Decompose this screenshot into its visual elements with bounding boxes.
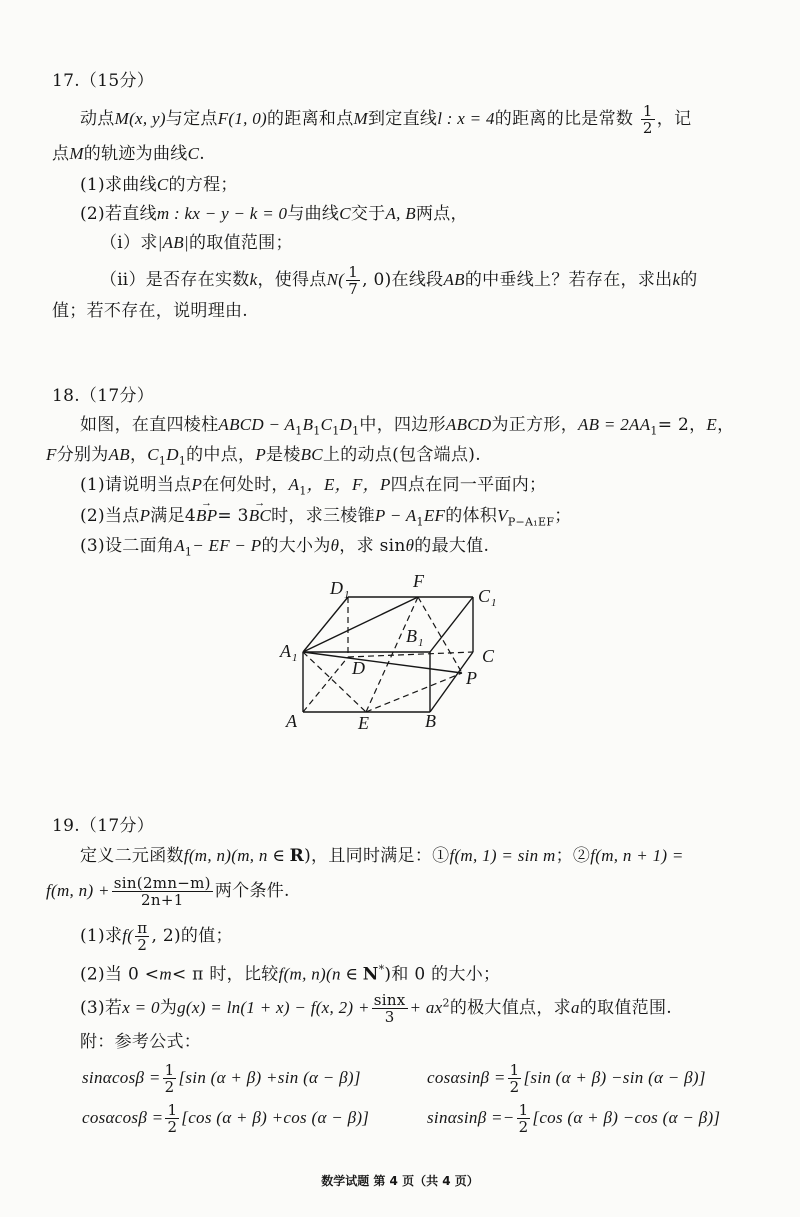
page-footer: 数学试题 第 4 页（共 4 页） [321,1174,479,1188]
question-19-line-2: f(m, n) + $\frac{\sin(2mn-m)}{2n+1}$ 两个条件. [46,874,290,909]
line-e-p-hidden [366,673,462,712]
label-f: F [413,571,424,591]
question-18-part-3: (3)设二面角$A_1-$ EF − P的大小为θ，求 sinθ的最大值. [80,536,490,559]
question-17-line-2: 点M的轨迹为曲线C. [52,144,205,164]
label-a1: A [280,641,291,661]
label-b1-sub: 1 [418,637,424,649]
formula-sin-sin: sinαsinβ =− $\frac{1}{2}$ [cos (α + β) −cos (α − β)] [427,1101,721,1136]
line-a1-f [303,597,418,652]
fraction-one-seventh: $\frac{1}{7}$ [348,263,359,298]
line-f-p-hidden [418,597,462,673]
question-17-part-1: (1)求曲线C的方程； [80,175,238,195]
label-b1: B [406,626,417,646]
question-18-part-2: (2)当点P满足4→ BP= 3→ BC时，求三棱锥$P - A_1EF$的体积$V_{P-A_1EF}$； [80,505,572,533]
formula-cos-cos: cosαcosβ = $\frac{1}{2}$ [cos (α + β) +cos (α − β)] [82,1101,370,1136]
fraction-pi-half: $\frac{\pi}{2}$ [137,919,148,954]
label-p: P [466,668,477,688]
question-19-line-1: 定义二元函数f(m, n)(m, n ∈ R)，且同时满足：①f(m, 1) = sin m；②f(m, n + 1) = [80,846,684,866]
question-18-part-1: (1)请说明当点P在何处时，$A_1$，E，F，P四点在同一平面内； [80,475,547,498]
label-e: E [358,713,369,733]
fraction-half-2: $\frac{1}{2}$ [509,1061,520,1096]
fraction-one-half: $\frac{1}{2}$ [642,102,653,137]
fraction-half-3: $\frac{1}{2}$ [167,1101,178,1136]
question-17-heading: 17.（15分） [52,71,155,91]
fraction-half-1: $\frac{1}{2}$ [164,1061,175,1096]
label-d1-sub: 1 [344,589,350,601]
edge-c1-b1 [430,597,473,652]
label-d1: D [330,578,343,598]
label-b: B [425,711,436,731]
edge-a1-d1 [303,597,348,652]
reference-heading: 附：参考公式： [80,1032,202,1052]
question-17-part-2-i: （ⅰ）求|AB|的取值范围； [100,233,293,253]
label-c: C [482,646,495,666]
label-c1-sub: 1 [491,597,497,609]
question-17-part-2-ii: （ⅱ）是否存在实数k，使得点N( $\frac{1}{7}$ , 0)在线段AB的中垂线上？若存在，求出k的 [100,263,698,298]
formula-cos-sin: cosαsinβ = $\frac{1}{2}$ [sin (α + β) −sin (α − β)] [427,1061,706,1096]
edge-a-d-hidden [303,657,348,712]
question-18-heading: 18.（17分） [52,386,155,406]
label-a1-sub: 1 [292,652,298,664]
fraction-half-4: $\frac{1}{2}$ [518,1101,529,1136]
question-17-part-2-ii-cont: 值；若不存在，说明理由. [52,301,249,321]
question-19-heading: 19.（17分） [52,816,155,836]
edge-d-c-hidden [348,652,473,657]
fraction-sin-term: $\frac{\sin(2mn-m)}{2n+1}$ [113,874,211,909]
question-17-line-1: 动点M(x, y)与定点F(1, 0)的距离和点M到定直线l : x = 4的距离的比是常数 $\frac{1}{2}$ ，记 [80,102,692,137]
label-d: D [352,658,365,678]
label-c1: C [478,586,491,606]
prism-figure [270,560,530,745]
question-18-line-1: 如图，在直四棱柱ABCD − $A_1B_1C_1D_1$中，四边形ABCD为正方形，AB = $2AA_1= 2$，E， [80,415,735,438]
fraction-sinx-third: $\frac{\sin x}{3}$ [373,991,406,1026]
formula-sin-cos: sinαcosβ = $\frac{1}{2}$ [sin (α + β) +sin (α − β)] [82,1061,361,1096]
question-17-part-2: (2)若直线m : kx − y − k = 0与曲线C交于A, B两点， [80,204,468,224]
question-19-part-2: (2)当 0 <m< π 时，比较f(m, n)(n ∈ N*)和 0 的大小； [80,963,501,985]
question-19-part-1: (1)求f( $\frac{\pi}{2}$ , 2)的值； [80,919,233,954]
question-19-part-3: (3)若x = 0为g(x) = ln(1 + x) − f(x, 2) + $\frac{\sin x}{3}$ + $ax^2$的极大值点，求a的取值范围. [80,991,672,1026]
question-18-line-2: F分别为AB，$C_1D_1$的中点，P是棱BC上的动点(包含端点). [46,445,481,468]
label-a: A [286,711,297,731]
